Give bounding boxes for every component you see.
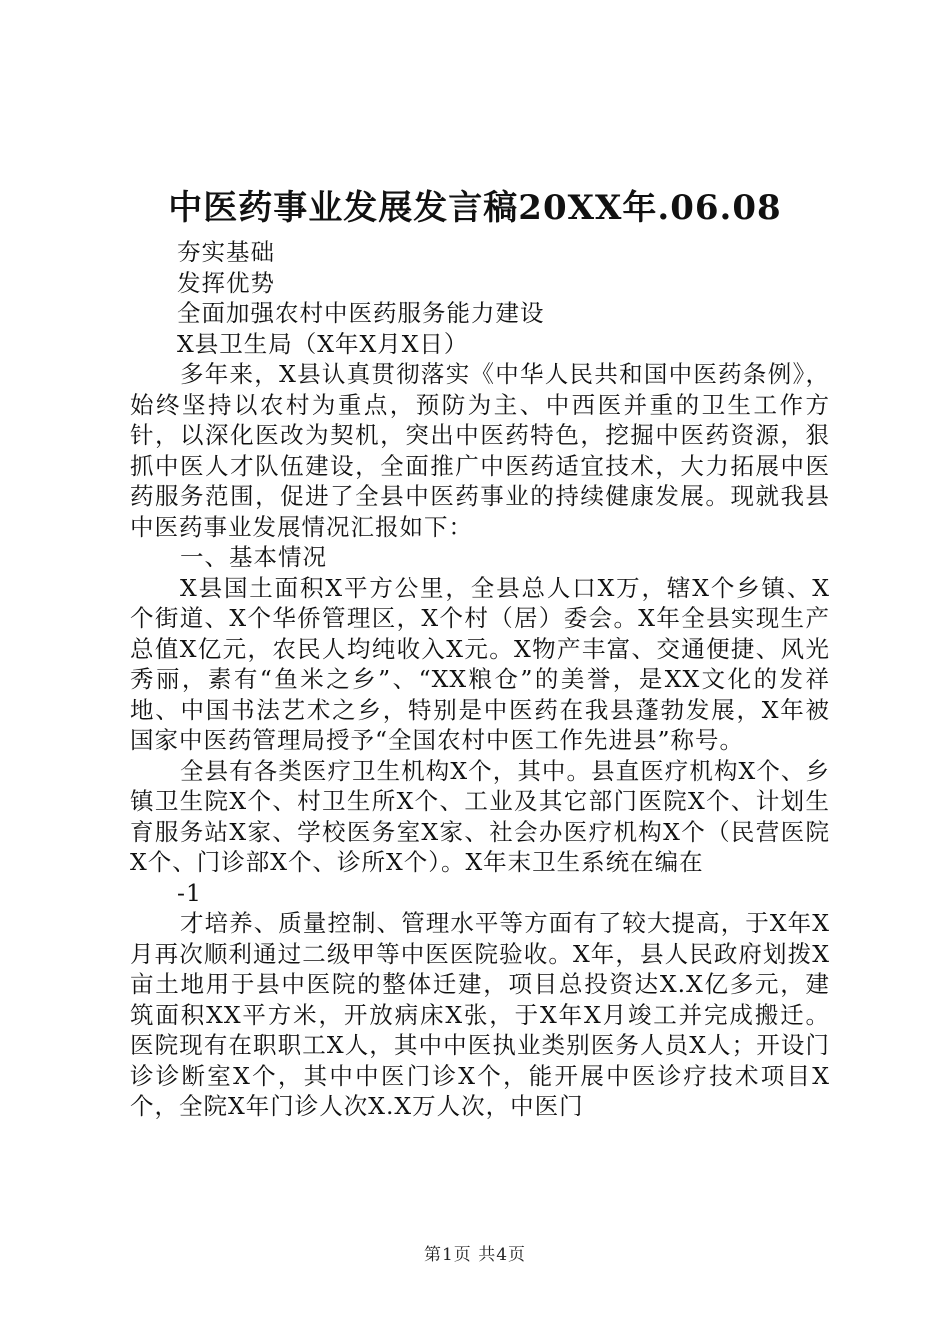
paragraph-continuation: 才培养、质量控制、管理水平等方面有了较大提高，于X年X月再次顺利通过二级甲等中医医院验收。X年，县人民政府划拨X亩土地用于县中医院的整体迁建，项目总投资达X.X亿多元，建筑面积XX平方米，开放病床X张，于X年X月竣工并完成搬迁。医院现有在职职工X人，其中中医执业类别医务人员X人；开设门诊诊断室X个，其中中医门诊X个，能开展中医诊疗技术项目X个，全院X年门诊人次X.X万人次，中医门 [130,909,830,1120]
document-title: 中医药事业发展发言稿20XX年.06.08 [168,188,782,228]
page-marker: -1 [177,878,202,907]
heading-line: 全面加强农村中医药服务能力建设 [177,299,545,327]
page-footer: 第1页 共4页 [423,1245,527,1265]
paragraph-county-overview: X县国土面积X平方公里，全县总人口X万，辖X个乡镇、X个街道、X个华侨管理区，X个村（居）委会。X年全县实现生产总值X亿元，农民人均纯收入X元。X物产丰富、交通便捷、风光秀丽，素有“鱼米之乡”、“XX粮仓”的美誉，是XX文化的发祥地、中国书法艺术之乡，特别是中医药在我县蓬勃发展，X年被国家中医药管理局授予“全国农村中医工作先进县”称号。 [130,573,830,754]
author-date-line: X县卫生局（X年X月X日） [177,329,469,358]
heading-line: 发挥优势 [177,268,275,297]
paragraph-institutions: 全县有各类医疗卫生机构X个，其中。县直医疗机构X个、乡镇卫生院X个、村卫生所X个、工业及其它部门医院X个、计划生育服务站X家、学校医务室X家、社会办医疗机构X个（民营医院X个、门诊部X个、诊所X个）。X年末卫生系统在编在 [130,756,830,876]
section-heading: 一、基本情况 [180,543,327,571]
paragraph-intro: 多年来，X县认真贯彻落实《中华人民共和国中医药条例》，始终坚持以农村为重点，预防为主、中西医并重的卫生工作方针，以深化医改为契机，突出中医药特色，挖掘中医药资源，狠抓中医人才队伍建设，全面推广中医药适宜技术，大力拓展中医药服务范围，促进了全县中医药事业的持续健康发展。现就我县中医药事业发展情况汇报如下： [130,360,830,541]
document-body [130,237,830,1122]
heading-line: 夯实基础 [177,238,275,266]
